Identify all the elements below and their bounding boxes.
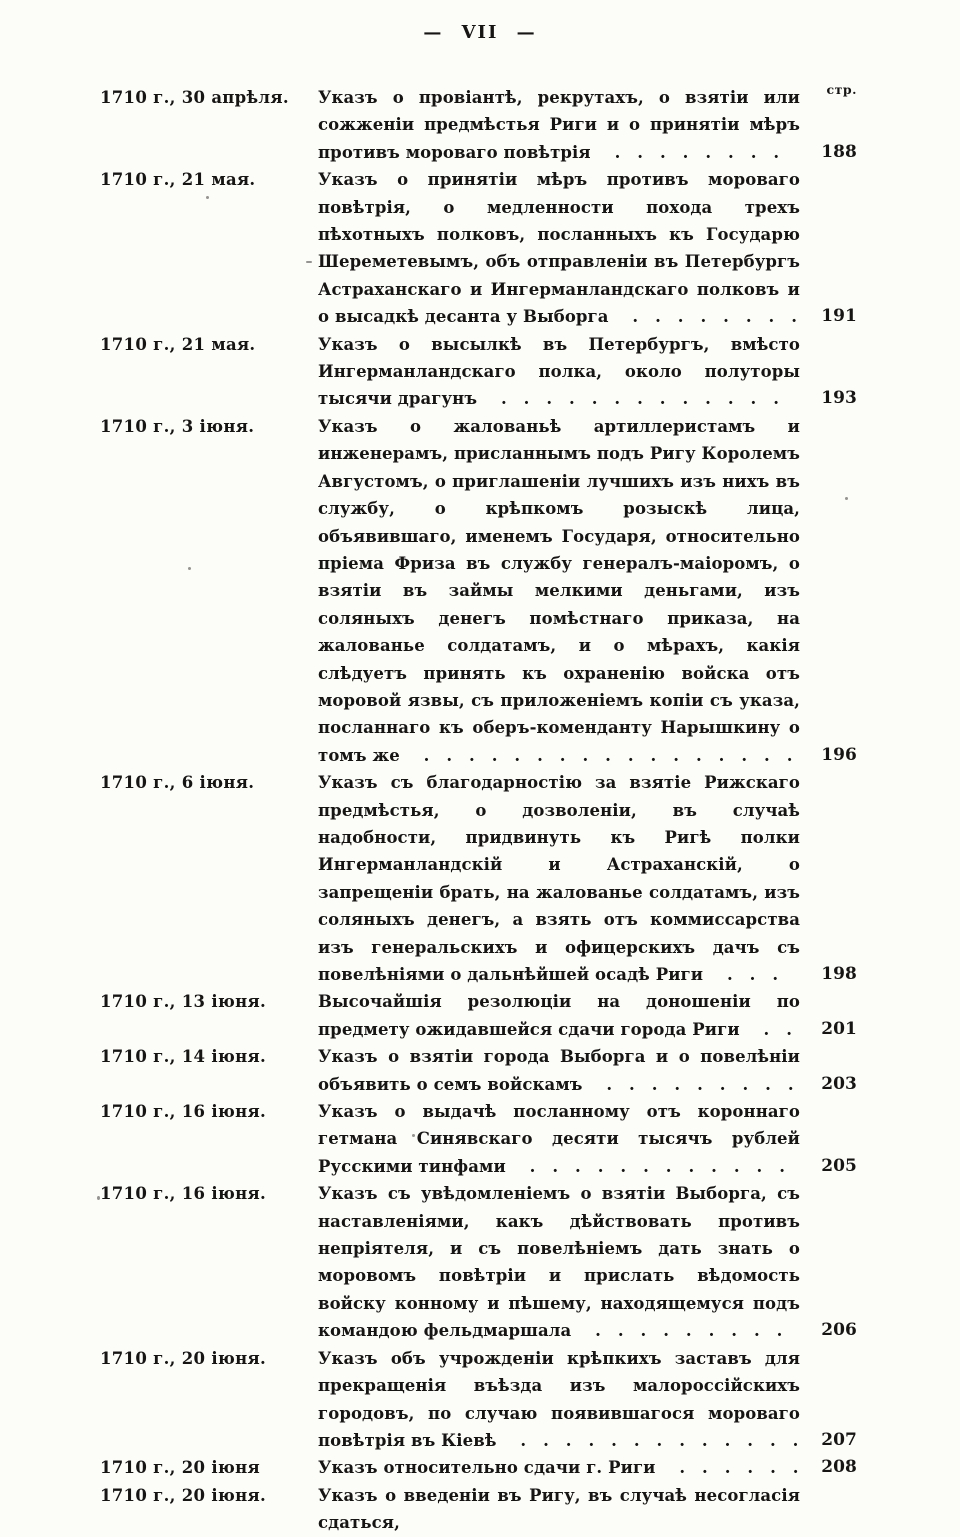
- toc-entry: [100, 413, 857, 769]
- entry-page-number: 205: [821, 1155, 857, 1176]
- entry-summary: [318, 166, 857, 330]
- entry-date: 1710 г., 6 іюня.: [100, 773, 255, 793]
- entry-page-number: 208: [821, 1457, 857, 1478]
- dot-leader: . . .: [710, 965, 779, 984]
- toc-entry: [100, 1043, 857, 1098]
- entry-summary: [318, 1454, 857, 1481]
- toc-entry: [100, 769, 857, 988]
- entry-date: 1710 г., 21 мая.: [100, 170, 256, 190]
- entry-page-number: 203: [821, 1073, 857, 1094]
- entry-summary-text: Указъ съ благодарностію за взятіе Рижскаго предмѣстья, о дозволеніи, въ случаѣ надобности, придвинуть къ Ригѣ полки Ингерманландскій и Астраханскій, о запрещеніи брать, на жалованье солдатамъ, изъ соляныхъ денегъ, а взять отъ коммиссарства изъ генеральскихъ и офицерскихъ дачъ съ повелѣніями о дальнѣйшей осадѣ Риги: [318, 773, 800, 984]
- scan-speck: [845, 497, 848, 500]
- entry-date: 1710 г., 20 іюня.: [100, 1348, 267, 1368]
- toc-entry: [100, 1345, 857, 1455]
- entry-summary-text: Указъ объ учрожденіи крѣпкихъ заставъ для прекращенія въѣзда изъ малороссійскихъ городовъ, по случаю появившагося мороваго повѣтрія въ Кіевѣ: [318, 1348, 800, 1450]
- entry-page-number: 188: [821, 141, 857, 162]
- dot-leader: . . . . . . . . . . . .: [512, 1156, 786, 1176]
- entry-summary: [318, 1345, 857, 1455]
- entry-summary: [318, 1043, 857, 1098]
- entry-summary: [318, 1180, 857, 1344]
- entry-summary-text: Высочайшія резолюціи на доношеніи по предмету ожидавшейся сдачи города Риги: [318, 992, 800, 1039]
- entry-summary-text: Указъ съ увѣдомленіемъ о взятіи Выборга, съ наставленіями, какъ дѣйствовать противъ непріятеля, и съ повелѣніемъ дать знать о моровомъ повѣтріи и прислать вѣдомость войску конному и пѣшему, находящемуся подъ командою фельдмаршала: [318, 1184, 800, 1341]
- entry-date: 1710 г., 13 іюня.: [100, 992, 267, 1012]
- entry-summary-text: Указъ о принятіи мѣръ противъ мороваго повѣтрія, о медленности похода трехъ пѣхотныхъ полковъ, посланныхъ къ Государю Шереметевымъ, объ отправленіи въ Петербургъ Астраханскаго и Ингерманландскаго полковъ и о высадкѣ десанта у Выборга: [318, 170, 800, 327]
- entry-summary: [318, 1482, 857, 1537]
- entry-page-number: 191: [821, 306, 857, 327]
- entry-page-number: 196: [821, 744, 857, 765]
- entry-page-number: 198: [821, 964, 857, 984]
- entry-summary-text: Указъ о высылкѣ въ Петербургъ, вмѣсто Ингерманландскаго полка, около полуторы тысячи драгунъ: [318, 334, 800, 409]
- entry-page-number: 193: [821, 388, 857, 409]
- toc-entry: [100, 1482, 857, 1537]
- page-header-roman-numeral: — VII —: [423, 22, 537, 43]
- dot-leader: . . . . . . . .: [597, 142, 780, 162]
- toc-entry: [100, 1180, 857, 1344]
- entry-summary-text: Указъ о жалованьѣ артиллеристамъ и инженерамъ, присланнымъ подъ Ригу Королемъ Августомъ, о приглашеніи лучшихъ изъ нихъ въ службу, о крѣпкомъ розыскѣ лица, объявившаго, именемъ Государя, относительно пріема Фриза въ службу генералъ-маіоромъ, о взятіи въ займы мелкими деньгами, изъ соляныхъ денегъ помѣстнаго приказа, на жалованье солдатамъ, и о мѣрахъ, какія слѣдуетъ принять къ охраненію войска отъ моровой язвы, съ приложеніемъ копіи съ указа, посланнаго къ оберъ-коменданту Нарышкину о томъ же: [318, 416, 800, 765]
- toc-entry: [100, 988, 857, 1043]
- entry-page-number: 207: [821, 1429, 857, 1450]
- scan-speck: [306, 261, 312, 263]
- toc-entry: [100, 1454, 857, 1481]
- toc-entry: [100, 1098, 857, 1180]
- entry-date: 1710 г., 20 іюня: [100, 1458, 260, 1478]
- entry-date: 1710 г., 21 мая.: [100, 334, 256, 354]
- entry-summary-text: Указъ о введеніи въ Ригу, въ случаѣ несогласія сдаться,: [318, 1485, 800, 1533]
- entry-summary-text: Указъ о провіантѣ, рекрутахъ, о взятіи или сожженіи предмѣстья Риги и о принятіи мѣръ противъ мороваго повѣтрія: [318, 88, 800, 162]
- scan-speck: [188, 567, 191, 570]
- toc-entry: [100, 331, 857, 413]
- dot-leader: . . . . . . . . . . . . .: [503, 1430, 799, 1450]
- entry-date: 1710 г., 16 іюня.: [100, 1184, 267, 1204]
- entry-summary-text: Указъ о выдачѣ посланному отъ короннаго гетмана Синявскаго десяти тысячъ рублей Русскими тинфами: [318, 1102, 800, 1176]
- toc-entry: [100, 166, 857, 330]
- table-of-contents: [100, 84, 857, 1537]
- entry-summary: [318, 331, 857, 413]
- dot-leader: . . . . . . . . . . . . .: [484, 389, 780, 409]
- entry-summary-text: Указъ о взятіи города Выборга и о повелѣніи объявить о семъ войскамъ: [318, 1047, 800, 1094]
- toc-entry: [100, 84, 857, 166]
- entry-date: 1710 г., 3 іюня.: [100, 416, 255, 436]
- entry-date: 1710 г., 14 іюня.: [100, 1047, 267, 1067]
- dot-leader: . . . . . . . . .: [589, 1074, 794, 1094]
- dot-leader: . . . . . .: [662, 1458, 799, 1478]
- dot-leader: . .: [746, 1019, 793, 1039]
- entry-summary: [318, 988, 857, 1043]
- entry-summary: [318, 84, 857, 166]
- dot-leader: . . . . . . . .: [615, 307, 798, 327]
- entry-summary: [318, 1098, 857, 1180]
- dot-leader: . . . . . . . . .: [578, 1321, 783, 1341]
- scan-speck: [206, 196, 209, 199]
- entry-date: 1710 г., 20 іюня.: [100, 1485, 267, 1505]
- scan-speck: [412, 1134, 415, 1137]
- page-column-header: стр.: [826, 82, 857, 97]
- entry-page-number: 206: [821, 1320, 857, 1341]
- entry-date: 1710 г., 16 іюня.: [100, 1102, 267, 1122]
- scan-speck: [97, 1196, 100, 1200]
- entry-summary: [318, 413, 857, 769]
- entry-date: 1710 г., 30 апрѣля.: [100, 88, 289, 107]
- entry-page-number: 201: [821, 1018, 857, 1039]
- entry-summary: [318, 769, 857, 988]
- entry-summary-text: Указъ относительно сдачи г. Риги: [318, 1458, 656, 1478]
- dot-leader: . . . . . . . . . . . . . . . . .: [406, 745, 793, 765]
